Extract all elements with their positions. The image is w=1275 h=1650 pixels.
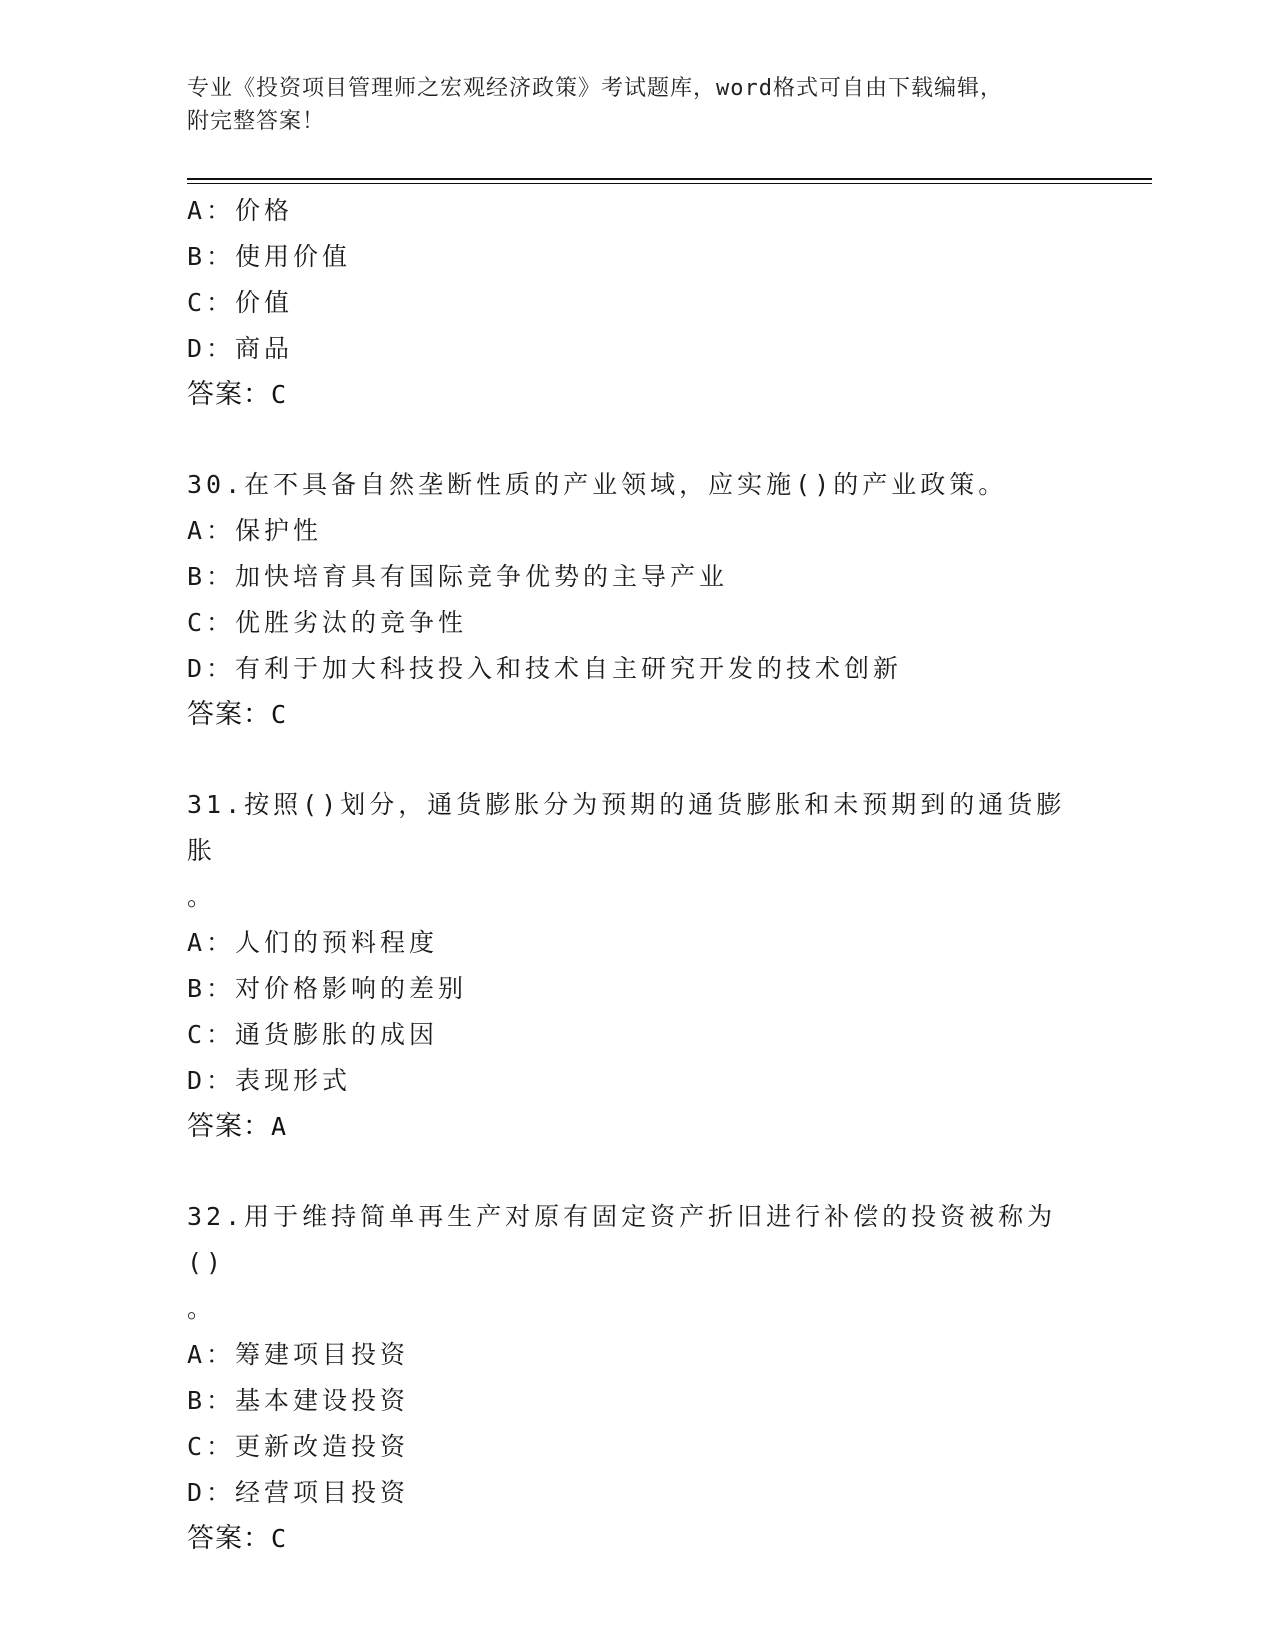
question-list bbox=[187, 188, 1087, 1562]
option-a: A：价格 bbox=[187, 196, 294, 225]
question-32 bbox=[187, 1194, 1087, 1562]
question-stem-line-1: 31.按照()划分，通货膨胀分为预期的通货膨胀和未预期到的通货膨胀 bbox=[187, 790, 1066, 865]
answer-value: C bbox=[271, 380, 288, 409]
option-d: D：表现形式 bbox=[187, 1066, 352, 1095]
option-a: A：筹建项目投资 bbox=[187, 1340, 410, 1369]
document-header bbox=[187, 72, 1067, 138]
answer-label: 答案： bbox=[187, 1111, 271, 1142]
option-d: D：经营项目投资 bbox=[187, 1478, 410, 1507]
answer-label: 答案： bbox=[187, 1523, 271, 1554]
option-c: C：价值 bbox=[187, 288, 294, 317]
header-line-2: 附完整答案！ bbox=[187, 109, 326, 134]
header-rule-thick bbox=[187, 178, 1152, 180]
option-d: D：有利于加大科技投入和技术自主研究开发的技术创新 bbox=[187, 654, 903, 683]
header-rule-thin bbox=[187, 183, 1152, 184]
option-b: B：对价格影响的差别 bbox=[187, 974, 468, 1003]
question-29-tail bbox=[187, 188, 1087, 418]
option-c: C：优胜劣汰的竞争性 bbox=[187, 608, 468, 637]
question-stem-line-2: 。 bbox=[187, 882, 217, 911]
question-stem bbox=[187, 462, 1087, 508]
option-d: D：商品 bbox=[187, 334, 294, 363]
option-a: A：人们的预料程度 bbox=[187, 928, 439, 957]
answer-line bbox=[187, 372, 1087, 418]
header-line-1: 专业《投资项目管理师之宏观经济政策》考试题库，word格式可自由下载编辑， bbox=[187, 76, 1003, 101]
option-c: C：通货膨胀的成因 bbox=[187, 1020, 439, 1049]
question-gap bbox=[187, 1150, 1087, 1194]
answer-value: C bbox=[271, 700, 288, 729]
answer-label: 答案： bbox=[187, 379, 271, 410]
question-gap bbox=[187, 418, 1087, 462]
answer-line bbox=[187, 692, 1087, 738]
answer-value: C bbox=[271, 1524, 288, 1553]
question-stem-line-2: 。 bbox=[187, 1294, 217, 1323]
question-stem bbox=[187, 1194, 1087, 1332]
question-30 bbox=[187, 462, 1087, 738]
answer-label: 答案： bbox=[187, 699, 271, 730]
question-stem-line-1: 30.在不具备自然垄断性质的产业领域，应实施()的产业政策。 bbox=[187, 470, 1008, 499]
question-gap bbox=[187, 738, 1087, 782]
option-a: A：保护性 bbox=[187, 516, 323, 545]
answer-line bbox=[187, 1516, 1087, 1562]
option-c: C：更新改造投资 bbox=[187, 1432, 410, 1461]
question-31 bbox=[187, 782, 1087, 1150]
answer-value: A bbox=[271, 1112, 288, 1141]
option-b: B：基本建设投资 bbox=[187, 1386, 410, 1415]
answer-line bbox=[187, 1104, 1087, 1150]
option-b: B：加快培育具有国际竞争优势的主导产业 bbox=[187, 562, 729, 591]
question-stem-line-1: 32.用于维持简单再生产对原有固定资产折旧进行补偿的投资被称为() bbox=[187, 1202, 1057, 1277]
question-stem bbox=[187, 782, 1087, 920]
option-b: B：使用价值 bbox=[187, 242, 352, 271]
